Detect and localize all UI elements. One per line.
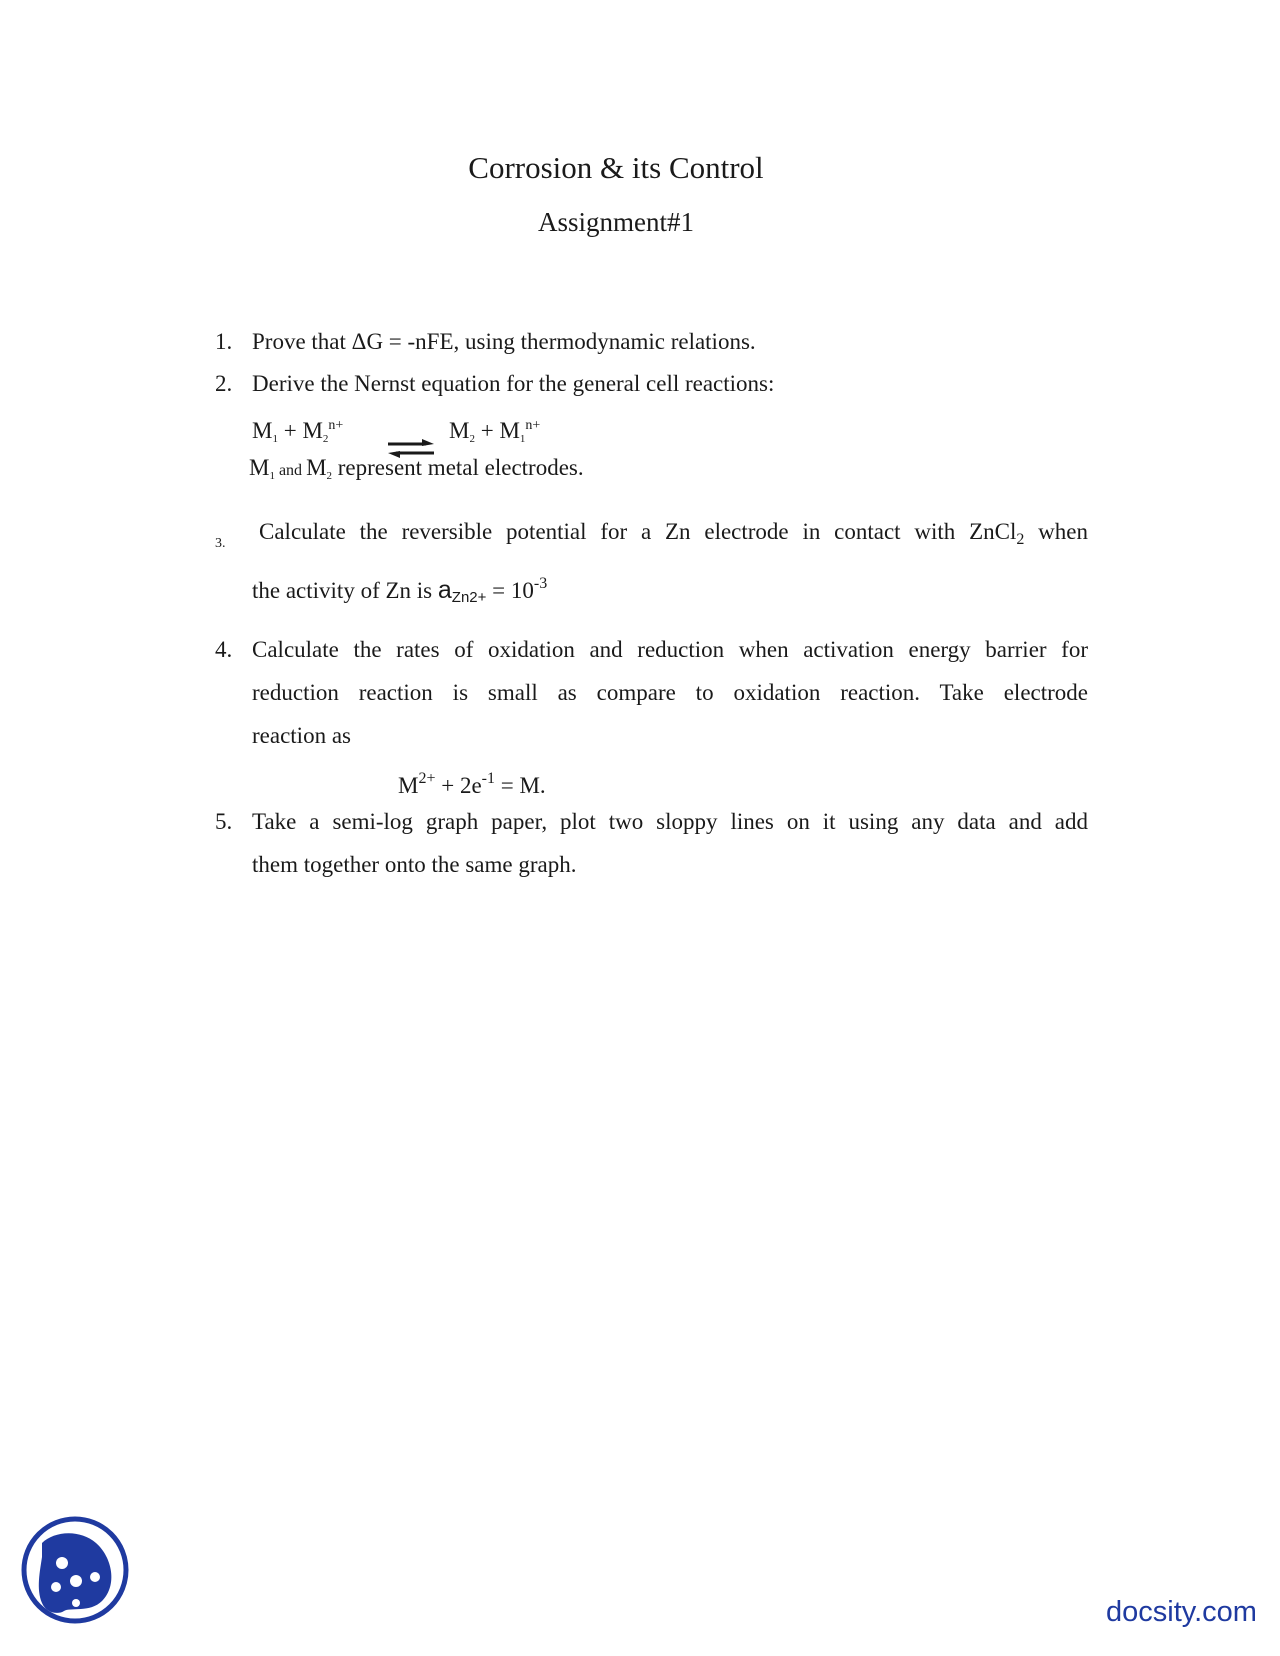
question-3-line-2: the activity of Zn is $aZn2+ = 10^{-3}$ [252,575,548,606]
question-4-line-2: reduction reaction is small as compare to oxidation reaction. Take electrode [252,680,1088,705]
question-4-number: 4. [215,637,233,662]
docsity-brand-link[interactable]: docsity.com [1106,1596,1257,1628]
question-1-text: Prove that ΔG = -nFE, using thermodynamic relations. [252,329,756,354]
docsity-logo-icon [20,1515,130,1625]
question-2-text: Derive the Nernst equation for the general cell reactions: [252,371,775,396]
question-5-line-2: them together onto the same graph. [252,852,577,877]
question-2-number: 2. [215,371,233,396]
question-5-number: 5. [215,809,233,834]
question-4-line-1: Calculate the rates of oxidation and reduction when activation energy barrier for [252,637,1088,662]
electrodes-note: M1 and M2 represent metal electrodes. [249,455,584,482]
electrode-reaction-equation: $M^{2+} + 2e^{-1} = M$. [398,770,546,798]
page-subtitle: Assignment#1 [537,207,694,237]
reaction-left-side: $M1 + M2^{n+}$ [252,418,344,445]
page-title: Corrosion & its Control [468,150,764,185]
question-1-number: 1. [215,329,233,354]
question-5-line-1: Take a semi-log graph paper, plot two sloppy lines on it using any data and add [252,809,1088,834]
question-3-line-1: Calculate the reversible potential for a Zn electrode in contact with ZnCl$_2$ when [259,519,1088,548]
reaction-right-side: $M2 + M1^{n+}$ [449,418,541,445]
question-4-line-3: reaction as [252,723,351,748]
question-3-number: 3. [215,536,226,551]
